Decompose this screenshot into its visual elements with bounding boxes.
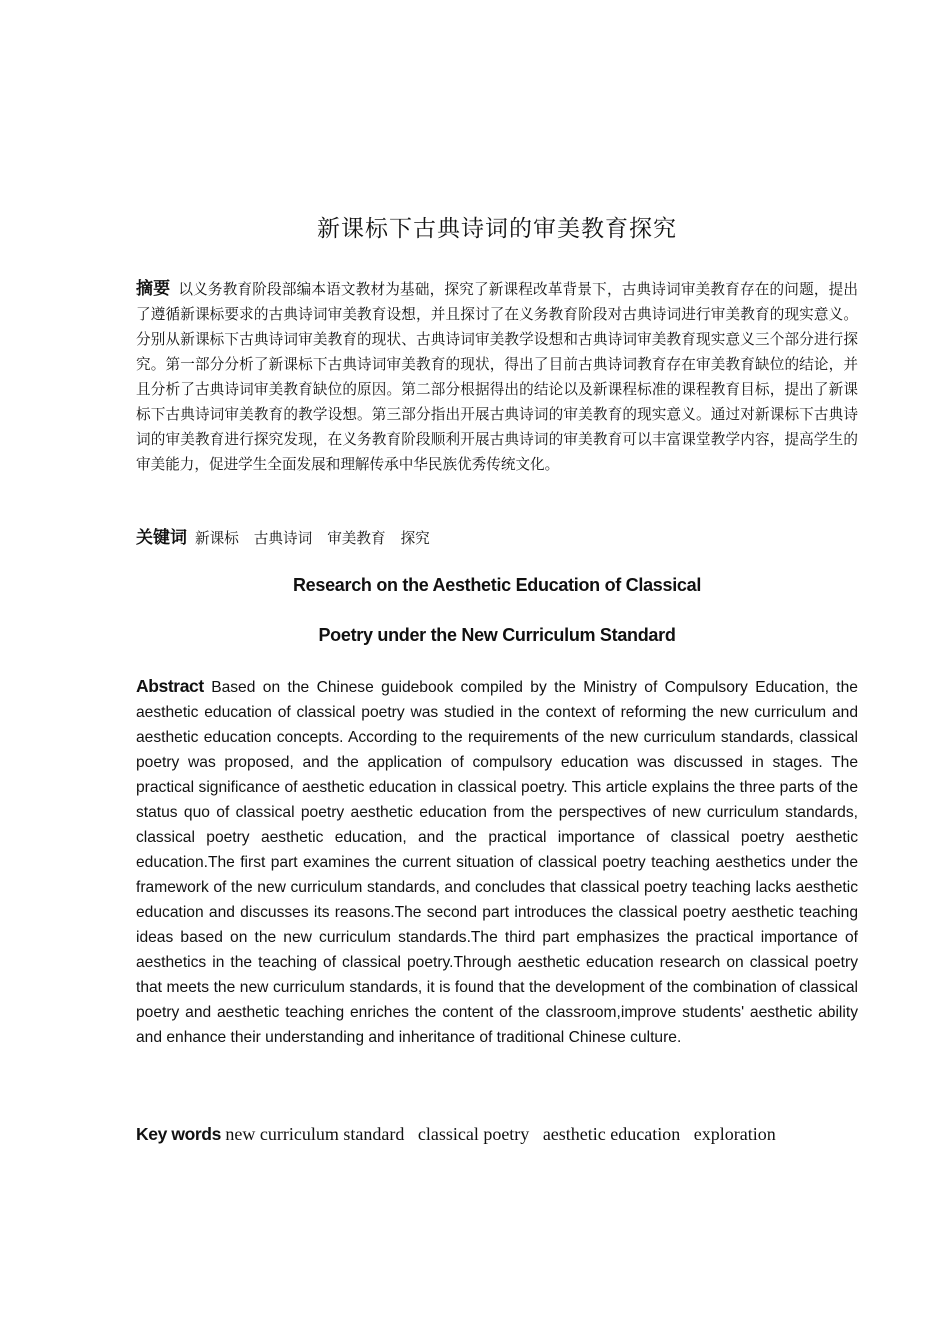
english-keyword: aesthetic education: [542, 1124, 681, 1144]
english-keywords-label: Key words: [136, 1124, 221, 1144]
chinese-abstract-label: 摘要: [136, 279, 171, 299]
english-keyword: classical poetry: [417, 1124, 530, 1144]
chinese-keyword: 古典诗词: [253, 530, 313, 547]
chinese-title: 新课标下古典诗词的审美教育探究: [317, 216, 677, 242]
english-abstract-text: Based on the Chinese guidebook compiled by the Ministry of Compulsory Education, the aesthetic education of classical poetry was studied in the context of reforming the new curriculum and aesthetic education concepts. According to the requirements of the new curriculum standards, classical poetry was proposed, and the application of compulsory education was discussed in stages. The practical significance of aesthetic education in classical poetry. This article explains the three parts of the status quo of classical poetry aesthetic education from the perspectives of new curriculum standards, classical poetry aesthetic education, and the practical importance of classical poetry aesthetic education.The first part examines the current situation of classical poetry teaching aesthetics under the framework of the new curriculum standards, and concludes that classical poetry teaching lacks aesthetic education and discusses its reasons.The second part introduces the classical poetry aesthetic teaching ideas based on the new curriculum standards.The third part emphasizes the practical importance of aesthetics in the teaching of classical poetry.Through aesthetic education research on classical poetry that meets the new curriculum standards, it is found that the development of the combination of classical poetry and aesthetic teaching enriches the content of the classroom,improve students' aesthetic ability and enhance their understanding and inheritance of traditional Chinese culture.: [136, 679, 858, 1046]
chinese-keywords-label: 关键词: [136, 528, 187, 548]
chinese-keyword: 探究: [400, 530, 430, 547]
chinese-abstract: [136, 277, 858, 477]
english-keyword: new curriculum standard: [225, 1124, 405, 1144]
chinese-keywords: [136, 526, 858, 551]
english-keywords: [136, 1121, 858, 1147]
english-keyword: exploration: [693, 1124, 776, 1144]
chinese-abstract-text: 以义务教育阶段部编本语文教材为基础，探究了新课程改革背景下，古典诗词审美教育存在的问题，提出了遵循新课标要求的古典诗词审美教育设想，并且探讨了在义务教育阶段对古典诗词进行审美教育的现实意义。分别从新课标下古典诗词审美教育的现状、古典诗词审美教学设想和古典诗词审美教育现实意义三个部分进行探究。第一部分分析了新课标下古典诗词审美教育的现状，得出了目前古典诗词教育存在审美教育缺位的结论，并且分析了古典诗词审美教育缺位的原因。第二部分根据得出的结论以及新课程标准的课程教育目标，提出了新课标下古典诗词审美教育的教学设想。第三部分指出开展古典诗词的审美教育的现实意义。通过对新课标下古典诗词的审美教育进行探究发现，在义务教育阶段顺利开展古典诗词的审美教育可以丰富课堂教学内容，提高学生的审美能力，促进学生全面发展和理解传承中华民族优秀传统文化。: [136, 281, 858, 473]
english-title-line-1: Research on the Aesthetic Education of Classical: [292, 575, 702, 595]
english-title-line-2: Poetry under the New Curriculum Standard: [318, 625, 676, 645]
chinese-keyword: 审美教育: [327, 530, 386, 547]
chinese-keyword: 新课标: [195, 530, 239, 547]
english-abstract-label: Abstract: [136, 676, 204, 696]
english-abstract: [136, 674, 858, 1050]
